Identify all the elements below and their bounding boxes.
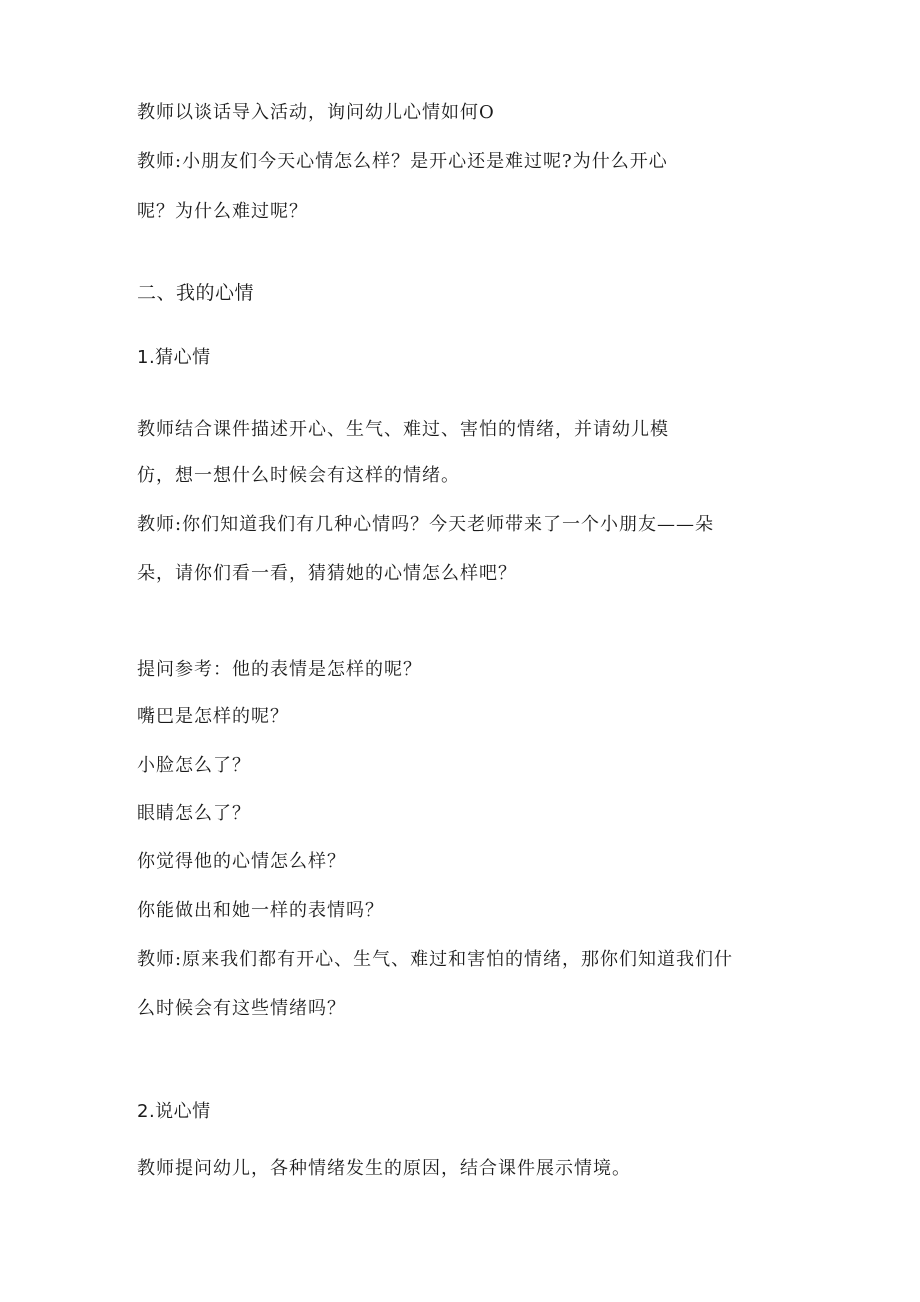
intro-line-3: 呢？为什么难过呢？ <box>137 201 308 222</box>
paragraph-line: 教师提问幼儿，各种情绪发生的原因，结合课件展示情境。 <box>137 1158 631 1179</box>
question-item: 小脸怎么了？ <box>137 755 251 776</box>
question-item: 眼睛怎么了？ <box>137 803 251 824</box>
paragraph-line: 么时候会有这些情绪吗？ <box>137 998 346 1019</box>
paragraph-line: 教师结合课件描述开心、生气、难过、害怕的情绪，并请幼儿模 <box>137 419 669 440</box>
paragraph-line: 教师:原来我们都有开心、生气、难过和害怕的情绪，那你们知道我们什 <box>137 949 734 970</box>
subsection-title-speak: 2.说心情 <box>137 1101 211 1122</box>
paragraph-line: 朵，请你们看一看，猜猜她的心情怎么样吧？ <box>137 563 517 584</box>
subsection-title-guess: 1.猜心情 <box>137 347 211 368</box>
question-item: 嘴巴是怎样的呢？ <box>137 706 289 727</box>
intro-line-1: 教师以谈话导入活动，询问幼儿心情如何O <box>137 102 495 123</box>
question-item: 你觉得他的心情怎么样？ <box>137 851 346 872</box>
question-item: 你能做出和她一样的表情吗？ <box>137 900 384 921</box>
question-item: 提问参考：他的表情是怎样的呢？ <box>137 659 422 680</box>
paragraph-line: 仿，想一想什么时候会有这样的情绪。 <box>137 465 460 486</box>
section-heading: 二、我的心情 <box>137 282 255 304</box>
intro-line-2: 教师:小朋友们今天心情怎么样？是开心还是难过呢?为什么开心 <box>137 151 668 172</box>
paragraph-line: 教师:你们知道我们有几种心情吗？今天老师带来了一个小朋友——朵 <box>137 514 715 535</box>
